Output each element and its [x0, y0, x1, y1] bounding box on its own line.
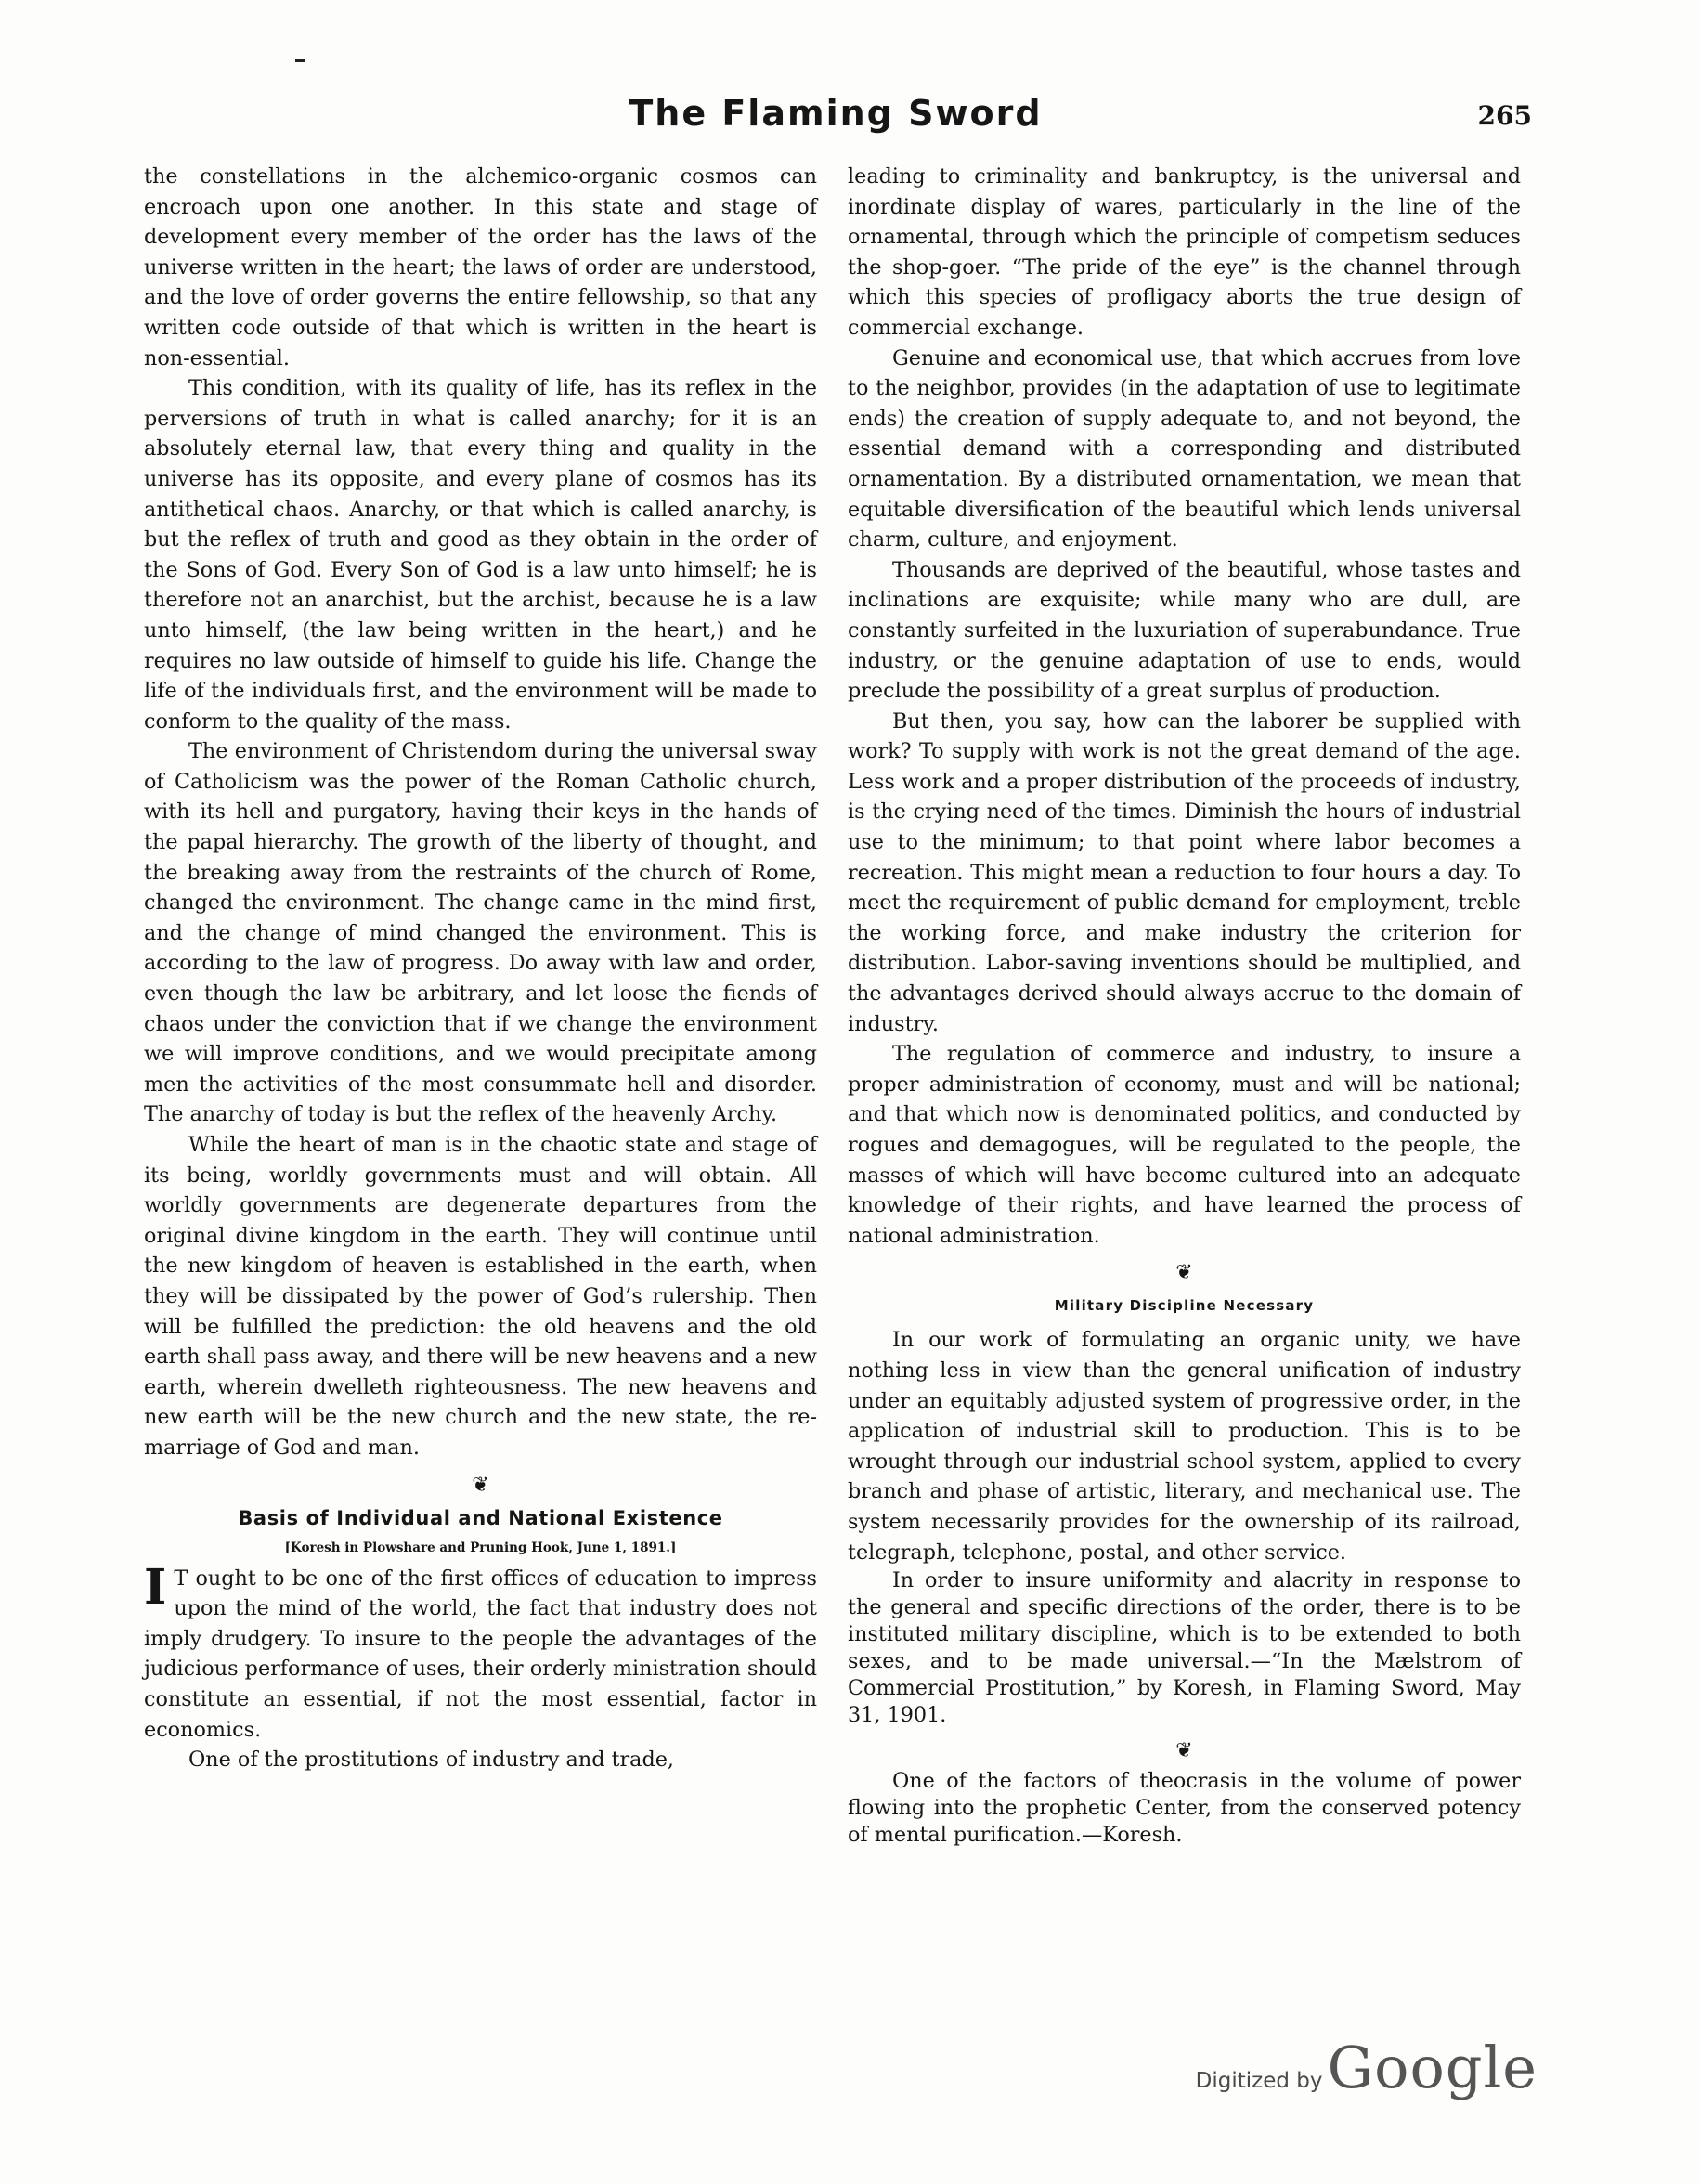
paragraph: In our work of formulating an organic unity, we have nothing less in view than the general unification of industry under an equitably adjusted system of progressive order, in the application of industrial skill to production. This is to be wrought through our industrial school system, applied to every branch and phase of artistic, literary, and mechanical use. The system necessarily provides for the ownership of its railroad, telegraph, telephone, postal, and other service. — [848, 1328, 1521, 1565]
paragraph: But then, you say, how can the laborer be supplied with work? To supply with work is not the great demand of the age. Less work and a proper distribution of the proceeds of industry, is the crying need of the times. Diminish the hours of industrial use to the minimum; to that point where labor becomes a recreation. This might mean a reduction to four hours a day. To meet the requirement of public demand for employment, treble the working force, and make industry the criterion for distribution. Labor-saving inventions should be multiplied, and the advantages derived should always accrue to the domain of industry. — [848, 708, 1521, 1036]
paragraph: While the heart of man is in the chaotic state and stage of its being, worldly governments must and will obtain. All worldly governments are degenerate departures from the original divine kingdom in the earth. They will continue until the new kingdom of heaven is established in the earth, when they will be dissipated by the power of God’s rulership. Then will be fulfilled the prediction: the old heavens and the old earth shall pass away, and there will be new heavens and a new earth, wherein dwelleth righteousness. The new heavens and new earth will be the new church and the new state, the re-marriage of God and man. — [144, 1133, 817, 1460]
paragraph-with-dropcap — [144, 1558, 817, 1746]
digitized-watermark — [1196, 2034, 1538, 2101]
google-logo: Google — [1327, 2034, 1538, 2101]
paragraph: Genuine and economical use, that which accrues from love to the neighbor, provides (in the adaptation of use to legitimate ends) the creation of supply adequate to, and not beyond, the essential demand with a corresponding and distributed ornamentation. By a distributed ornamentation, we mean that equitable diversification of the beautiful which lends universal charm, culture, and enjoyment. — [848, 345, 1521, 552]
paragraph: The environment of Christendom during the universal sway of Catholicism was the power of the Roman Catholic church, with its hell and purgatory, having their keys in the hands of the papal hierarchy. The growth of the liberty of thought, and the breaking away from the restraints of the church of Rome, changed the environment. The change came in the mind first, and the change of mind changed the environment. This is according to the law of progress. Do away with law and order, even though the law be arbitrary, and let loose the fiends of chaos under the conviction that if we change the environment we will improve conditions, and we would precipitate among men the activities of the most consummate hell and disorder. The anarchy of today is but the reflex of the heavenly Archy. — [144, 739, 817, 1127]
page-header — [139, 93, 1532, 149]
paragraph: In order to insure uniformity and alacrity in response to the general and specific directions of the order, there is to be instituted military discipline, which is to be extended to both sexes, and to be made universal.—“In the Mælstrom of Commercial Prostitution,” by Koresh, in Flaming Sword, May 31, 1901. — [848, 1568, 1521, 1728]
drop-cap: I — [144, 1558, 167, 1616]
source-citation: [Koresh in Plowshare and Pruning Hook, June 1, 1891.] — [284, 1540, 677, 1555]
page-number: 265 — [1477, 100, 1532, 131]
paragraph: the constellations in the alchemico-organic cosmos can encroach upon one another. In this state and stage of development every member of the order has the laws of the universe written in the heart; the laws of order are understood, and the love of order governs the entire fellowship, so that any written code outside of that which is written in the heart is non-essential. — [144, 164, 817, 370]
paragraph: This condition, with its quality of life, has its reflex in the perversions of truth in what is called anarchy; for it is an absolutely eternal law, that every thing and quality in the universe has its opposite, and every plane of cosmos has its antithetical chaos. Anarchy, or that which is called anarchy, is but the reflex of truth and good as they obtain in the order of the Sons of God. Every Son of God is a law unto himself; he is therefore not an anarchist, but the archist, because he is a law unto himself, (the law being written in the heart,) and he requires no law outside of himself to guide his life. Change the life of the individuals first, and the environment will be made to conform to the quality of the mass. — [144, 376, 817, 734]
fleuron-ornament: ❦ — [472, 1473, 489, 1497]
paragraph: One of the factors of theocrasis in the volume of power flowing into the prophetic Center, from the conserved potency of mental purification.—Koresh. — [848, 1769, 1521, 1848]
watermark-prefix: Digitized by — [1195, 2069, 1323, 2093]
masthead-title: The Flaming Sword — [629, 93, 1043, 134]
paragraph-text: T ought to be one of the first offices of education to impress upon the mind of the world, the fact that industry does not imply drudgery. To insure to the people the advantages of the judicious performance of uses, their orderly ministration should constitute an essential, if not the most essential, factor in economics. — [144, 1566, 817, 1742]
paragraph: leading to criminality and bankruptcy, is the universal and inordinate display of wares, particularly in the line of the ornamental, through which the principle of competism seduces the shop-goer. “The pride of the eye” is the channel through which this species of profligacy aborts the true design of commercial exchange. — [848, 164, 1521, 340]
fleuron-ornament: ❦ — [1175, 1261, 1193, 1285]
paragraph: One of the prostitutions of industry and trade, — [188, 1748, 675, 1773]
paragraph: The regulation of commerce and industry, to insure a proper administration of economy, must and will be national; and that which now is denominated politics, and conducted by rogues and demagogues, will be regulated to the people, the masses of which will have become cultured into an adequate knowledge of their rights, and have learned the process of national administration. — [848, 1042, 1521, 1248]
paragraph: Thousands are deprived of the beautiful, whose tastes and inclinations are exquisite; while many who are dull, are constantly surfeited in the luxuriation of superabundance. True industry, or the genuine adaptation of use to ends, would preclude the possibility of a great surplus of production. — [848, 557, 1521, 704]
fleuron-ornament: ❦ — [1175, 1739, 1193, 1763]
ink-mark — [295, 59, 305, 62]
left-column — [144, 162, 817, 1775]
section-heading: Basis of Individual and National Existence — [238, 1506, 723, 1529]
right-column — [848, 162, 1521, 1849]
section-heading: Military Discipline Necessary — [1054, 1297, 1315, 1315]
